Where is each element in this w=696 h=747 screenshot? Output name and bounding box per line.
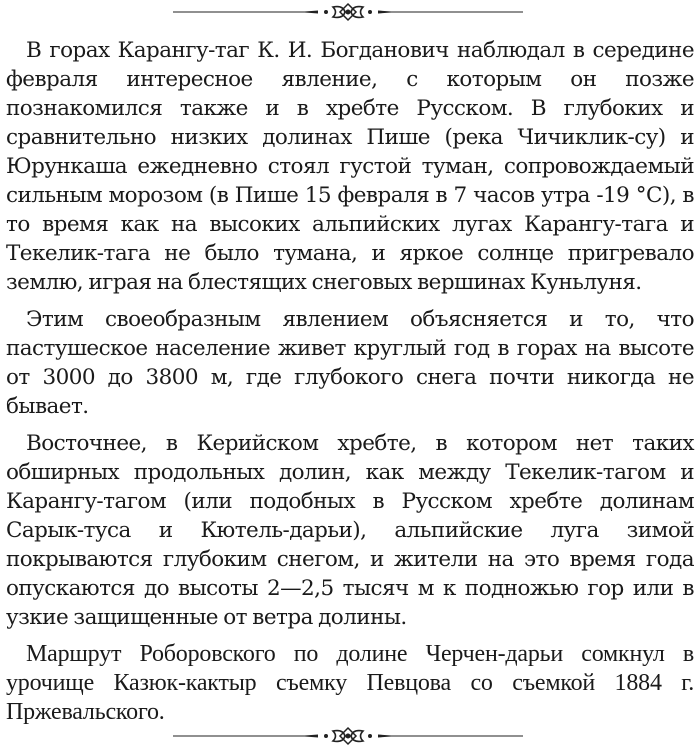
paragraph-1: В горах Карангу-таг К. И. Богданович наблюдал в середине февраля интересное явление, с которым он позже познакомился также и в хребте Русском. В глубоких и сравнительно низких долинах Пише (река Чичиклик-су) и Юрункаша ежедневно стоял густой туман, сопровождаемый сильным морозом (в Пише 15 февраля в 7 часов утра -19 °С), в то время как на высоких альпийских лугах Карангу-тага и Текелик-тага не было тумана, и яркое солнце пригревало землю, играя на блестящих снеговых вершинах Куньлуня. bbox=[6, 38, 694, 295]
document-body bbox=[6, 36, 694, 735]
decorative-divider-icon bbox=[168, 726, 528, 746]
paragraph-4: Маршрут Роборовского по долине Черчен-дарьи сомкнул в урочище Казюк-кактыр съемку Певцова со съемкой 1884 г. Пржевальского. bbox=[6, 641, 694, 725]
paragraph-2: Этим своеобразным явлением объясняется и то, что пастушеское население живет круглый год в горах на высоте от 3000 до 3800 м, где глубокого снега почти никогда не бывает. bbox=[6, 307, 694, 419]
bottom-ornament-divider bbox=[0, 726, 696, 746]
paragraph-3: Восточнее, в Керийском хребте, в котором нет таких обширных продольных долин, как между Текелик-тагом и Карангу-тагом (или подобных в Русском хребте долинам Сарык-туса и Кютель-дарьи), альпийские луга зимой покрываются глубоким снегом, и жители на это время года опускаются до высоты 2—2,5 тысяч м к подножью гор или в узкие защищенные от ветра долины. bbox=[6, 431, 694, 630]
decorative-divider-icon bbox=[168, 2, 528, 22]
top-ornament-divider bbox=[0, 2, 696, 22]
